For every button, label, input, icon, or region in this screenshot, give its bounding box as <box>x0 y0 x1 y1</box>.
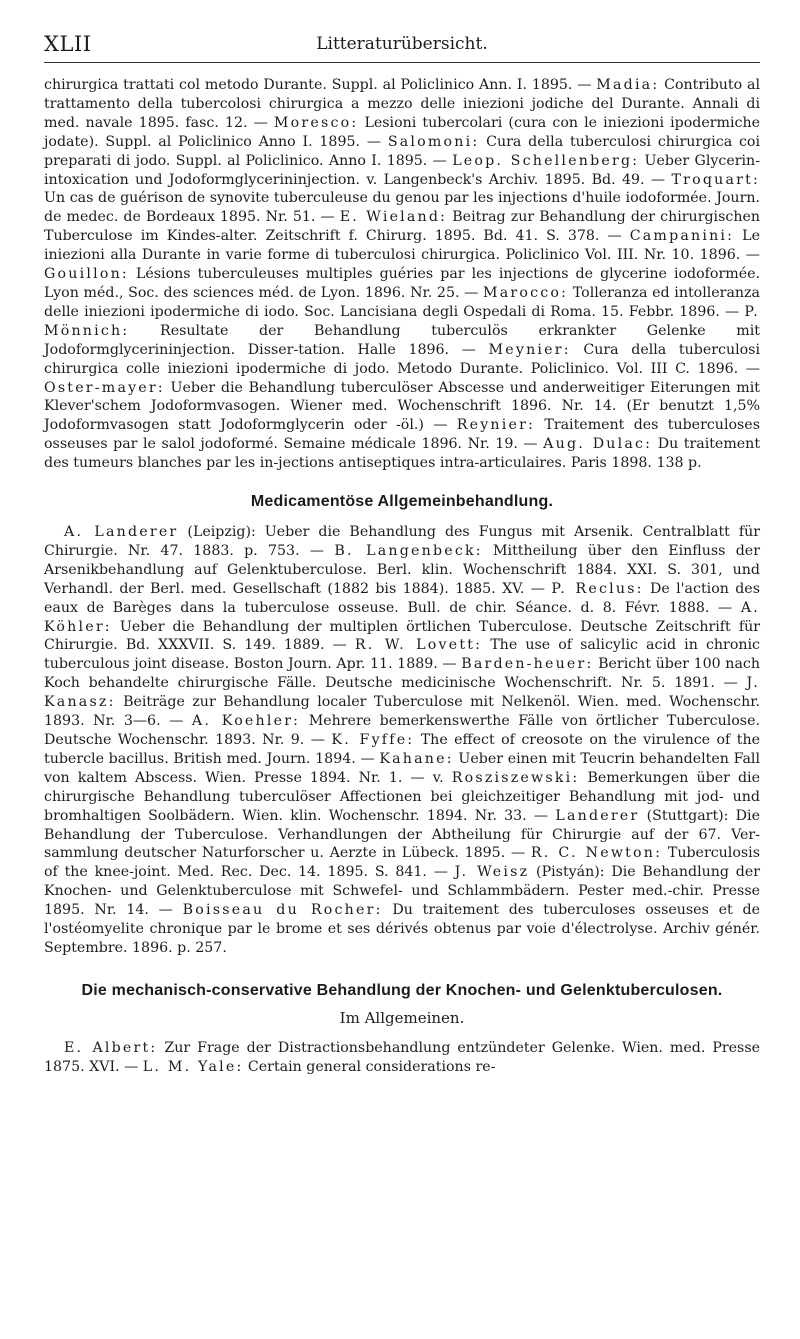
author-name: E. Wieland: <box>339 209 448 226</box>
citation-text: Tuberculosis of the knee-joint. Med. Rec. Dec. 14. 1895. S. 841. — <box>44 845 760 881</box>
author-name: Landerer <box>555 807 640 824</box>
citation-text: (Stuttgart): Die Behandlung der Tuberculose. Verhandlungen der Abtheilung für Chirurgie auf der 67. Ver-sammlung deutscher Naturforscher u. Aerzte in Lübeck. 1895. — <box>44 807 760 862</box>
author-name: Troquart: <box>671 171 760 188</box>
author-name: Oster-mayer: <box>44 379 165 396</box>
citation-text: De l'action des eaux de Barèges dans la tuberculose osseuse. Bull. de chir. Séance. d. 8. Févr. 1888. — <box>44 580 760 616</box>
citation-text: Ueber die Behandlung tuberculöser Abscesse und anderweitiger Eiterungen mit Klever'schem Jodoformvasogen. Wiener med. Wochenschrift 1896. Nr. 14. (Er benutzt 1,5% Jodoformvasogen statt Jodoformglycerin oder -öl.) — <box>44 379 760 434</box>
citation-text: chirurgica trattati col metodo Durante. Suppl. al Policlinico Ann. I. 1895. — <box>44 77 597 93</box>
citation-text: Un cas de guérison de synovite tuberculeuse du genou par les injections d'huile iodoformée. Journ. de medec. de Bordeaux 1895. Nr. 51. — <box>44 190 760 226</box>
citation-text: Lesioni tubercolari (cura con le iniezioni ipodermiche jodate). Suppl. al Policlinico Anno I. 1895. — <box>44 114 760 150</box>
author-name: K. Fyffe: <box>331 732 415 748</box>
citation-text: The use of salicylic acid in chronic tuberculous joint disease. Boston Journ. Apr. 11. 1889. — <box>44 637 760 673</box>
citation-text: Mittheilung über den Einfluss der Arsenikbehandlung auf Gelenktuberculose. Berl. klin. Wochenschrift 1884. XXI. S. 301, und Verhandl. der Berl. med. Gesellschaft (1882 bis 1884). 1885. XV. — <box>44 542 760 597</box>
author-name: Meynier: <box>488 341 571 358</box>
citation-text: (Leipzig): Ueber die Behandlung des Fungus mit Arsenik. Centralblatt für Chirurgie. Nr. 47. 1883. p. 753. — <box>44 524 761 559</box>
author-name: Boisseau du Rocher: <box>182 902 383 919</box>
citation-text: (Pistyán): Die Behandlung der Knochen- und Gelenktuberculose mit Schwefel- und Schlammbädern. Pester med.-chir. Presse 1895. Nr. 14. — <box>44 864 760 919</box>
author-name: P. Mönnich: <box>44 303 760 339</box>
citation-text: Contributo al trattamento della tubercolosi chirurgica a mezzo delle iniezioni jodiche del Durante. Annali di med. navale 1895. fasc. 12. — <box>44 77 760 131</box>
author-name: J. Kanasz: <box>44 675 760 711</box>
citation-text: Cura della tuberculosi chirurgica colle iniezioni ipodermiche di jodo. Metodo Durante. Policlinico. Vol. III C. 1896. — <box>44 341 760 377</box>
citation-text: Beiträge zur Behandlung localer Tuberculose mit Nelkenöl. Wien. med. Wochenschr. 1893. Nr. 3—6. — <box>44 694 760 730</box>
author-name: Campanini: <box>629 228 735 245</box>
citation-text: Du traitement des tuberculoses osseuses et de l'ostéomyelite chronique par le brome et ses dérivés obtenus par voie d'électrolyse. Archiv génér. Septembre. 1896. p. 257. <box>44 902 760 956</box>
author-name: Moresco: <box>273 114 359 131</box>
citation-text: Mehrere bemerkenswerthe Fälle von örtlicher Tuberculose. Deutsche Wochenschr. 1893. Nr. 9. — <box>44 713 760 748</box>
citation-text: Cura della tuberculosi chirurgica coi preparati di jodo. Suppl. al Policlinico. Anno I. 1895. — <box>44 133 761 169</box>
bibliography-paragraph-3 <box>44 1039 760 1077</box>
author-name: Rosziszewski: <box>451 769 580 786</box>
header-rule <box>44 62 760 63</box>
page <box>44 28 761 1075</box>
author-name: E. Albert: <box>64 1039 158 1056</box>
citation-text: Du traitement des tumeurs blanches par les in-jections antiseptiques intra-articulaires. Paris 1898. 138 p. <box>44 436 761 472</box>
citation-text: Ueber die Behandlung der multiplen örtlichen Tuberculose. Deutsche Zeitschrift für Chirurgie. Bd. XXXVII. S. 149. 1889. — <box>44 618 760 654</box>
author-name: Barden-heuer: <box>461 656 594 673</box>
citation-text: Ueber Glycerin-intoxication und Jodoformglycerininjection. v. Langenbeck's Archiv. 1895. Bd. 49. — <box>44 152 760 188</box>
citation-text: Le iniezioni alla Durante in varie forme di tuberculosi chirurgica. Policlinico Vol. III. Nr. 10. 1896. — <box>44 228 760 264</box>
page-number: XLII <box>44 32 92 56</box>
running-title: Litteraturübersicht. <box>316 34 488 54</box>
citation-text: Traitement des tuberculoses osseuses par le salol jodoformé. Semaine médicale 1896. Nr. 19. — <box>44 417 760 453</box>
running-head <box>44 28 760 62</box>
citation-text: Beitrag zur Behandlung der chirurgischen Tuberculose im Kindes-alter. Zeitschrift f. Chirurg. 1895. Bd. 41. S. 378. — <box>44 209 760 245</box>
bibliography-paragraph-2 <box>44 523 760 958</box>
author-name: Aug. Dulac: <box>543 436 653 453</box>
author-name: L. M. Yale: <box>142 1058 244 1075</box>
citation-text: Resultate der Behandlung tuberculös erkrankter Gelenke mit Jodoformglycerininjection. Disser-tation. Halle 1896. — <box>44 322 760 358</box>
author-name: Madia: <box>596 77 660 93</box>
author-name: Marocco: <box>483 284 569 301</box>
citation-text: Bericht über 100 nach Koch behandelte chirurgische Fälle. Deutsche medicinische Wochenschrift. Nr. 5. 1891. — <box>44 656 760 692</box>
author-name: A. Landerer <box>64 524 179 541</box>
author-name: R. C. Newton: <box>530 845 663 862</box>
author-name: A. Köhler: <box>44 599 760 635</box>
citation-text: Bemerkungen über die chirurgische Behandlung tuberculöser Affectionen bei gleichzeitiger Behandlung mit jod- und bromhaltigen Soolbädern. Wien. klin. Wochenschr. 1894. Nr. 33. — <box>44 769 760 824</box>
citation-text: Certain general considerations re- <box>243 1058 496 1075</box>
subheading-allgemeinen: Im Allgemeinen. <box>339 1008 465 1027</box>
citation-text: Ueber einen mit Teucrin behandelten Fall von kaltem Abscess. Wien. Presse 1894. Nr. 1. — v. <box>44 750 760 786</box>
section-heading-medicamentose: Medicamentöse Allgemeinbehandlung. <box>250 493 554 511</box>
citation-text: The effect of creosote on the virulence of the tubercle bacillus. British med. Journ. 1894. — <box>44 732 760 767</box>
text-body <box>44 76 760 1077</box>
section-heading-mechanisch: Die mechanisch-conservative Behandlung der Knochen- und Gelenktuberculosen. <box>81 981 723 999</box>
citation-text: Zur Frage der Distractionsbehandlung entzündeter Gelenke. Wien. med. Presse 1875. XVI. — <box>44 1039 761 1075</box>
author-name: J. Weisz <box>454 864 530 881</box>
author-name: P. Reclus: <box>551 580 644 597</box>
author-name: Reynier: <box>456 417 536 434</box>
author-name: Gouillon: <box>44 266 129 283</box>
citation-text: Lésions tuberculeuses multiples guéries par les injections de glycerine iodoformée. Lyon méd., Soc. des sciences méd. de Lyon. 1896. Nr. 25. — <box>44 266 760 301</box>
bibliography-paragraph-1 <box>44 76 760 473</box>
author-name: B. Langenbeck: <box>334 542 483 559</box>
author-name: Salomoni: <box>387 133 480 150</box>
citation-text: Tolleranza ed intolleranza delle iniezioni ipodermiche di iodo. Soc. Lancisiana degli Ospedali di Roma. 15. Febbr. 1896. — <box>44 284 760 320</box>
author-name: R. W. Lovett: <box>354 637 483 654</box>
author-name: A. Koehler: <box>191 713 301 730</box>
author-name: Kahane: <box>379 750 454 767</box>
author-name: Leop. Schellenberg: <box>452 152 640 169</box>
